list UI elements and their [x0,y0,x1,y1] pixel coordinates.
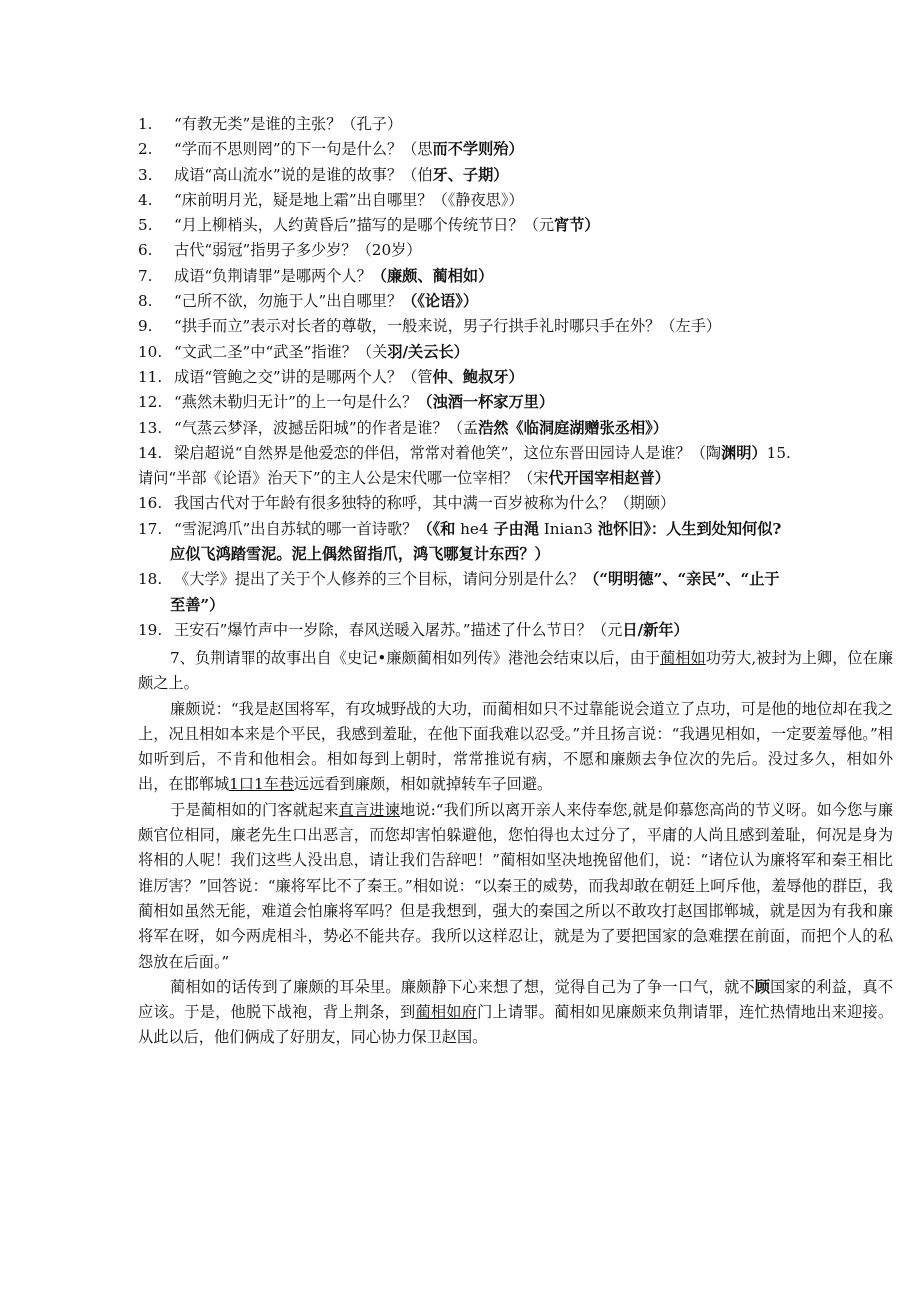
qa-question: “燕然未勒归无计”的上一句是什么？ [174,393,418,412]
qa-item [138,466,898,491]
qa-question: “床前明月光，疑是地上霜”出自哪里？（《静夜思》） [174,190,524,209]
qa-number: 2. [138,140,153,159]
qa-answer: 池怀旧》：人生到处知何似? [597,519,782,538]
qa-question: “己所不欲，勿施于人”出自哪里？ [174,292,403,311]
qa-answer: 代开国宰相赵普） [548,469,670,488]
qa-text [174,618,898,643]
qa-text [174,264,898,289]
qa-text [174,314,898,339]
qa-answer: 渊明） [721,443,767,462]
story-underline: 蔺相如 [660,649,706,667]
story-text: 远远看到廉颇，相如就掉转车子回避。 [294,775,553,794]
qa-question: “气蒸云梦泽，波撼岳阳城”的作者是谁？（孟 [174,418,479,437]
qa-item [138,365,898,390]
qa-item [138,567,898,592]
pinyin: he4 [460,519,489,538]
qa-answer: 羽/关云长） [387,342,469,361]
story-text: 于是蔺相如的门客就起来 [170,800,339,819]
qa-item [138,289,898,314]
story-text: 门上请罪。蔺相如见廉颇来负荆请罪，连忙热情地出来迎接。从此以后，他们俩成了好朋友，同心协力保卫赵国。 [138,1003,894,1047]
qa-answer: （《论语》） [402,292,479,311]
qa-text [174,163,898,188]
qa-answer: 应似飞鸿踏雪泥。泥上偶然留指爪，鸿飞哪复计东西？） [170,545,550,564]
qa-number: 17. [138,519,163,538]
qa-question: 我国古代对于年龄有很多独特的称呼，其中满一百岁被称为什么？（期颐） [174,494,676,513]
qa-text [174,112,898,137]
story-text: 国家的利益，真不应该。于是，他脱下战袍，背上荆条，到 [138,977,894,1022]
qa-text [174,137,898,162]
story-bold: 顾 [754,977,771,996]
qa-question: 成语“高山流水”说的是谁的故事？（伯 [174,165,433,184]
story-section [138,646,893,1051]
qa-item [138,213,898,238]
qa-number: 1. [138,115,153,133]
qa-item [138,188,898,213]
qa-question: “学而不思则罔”的下一句是什么？（思 [174,140,433,159]
story-paragraph-1 [138,646,893,697]
qa-text [174,340,898,365]
qa-answer: 宵节） [554,216,600,235]
story-text: 7、负荆请罪的故事出自《史记•廉颇蔺相如列传》港池会结束以后，由于 [170,649,661,667]
story-paragraph-2 [138,697,893,798]
qa-number: 4. [138,190,153,209]
qa-number: 9. [138,317,153,336]
qa-item [138,314,898,339]
qa-question: “月上柳梢头，人约黄昏后”描写的是哪个传统节日？（元 [174,216,555,235]
qa-text [174,441,898,466]
qa-answer: （《和 [417,519,456,538]
qa-question: 古代“弱冠”指男子多少岁？（20岁） [174,241,422,260]
qa-text [174,188,898,213]
qa-answer: （“明明德”、“亲民”、“止于 [584,570,780,589]
qa-number: 12. [138,393,163,412]
qa-number: 19. [138,620,163,639]
story-underline: 直言进谏 [338,800,400,819]
qa-question: 梁启超说“自然界是他爱恋的伴侣，常常对着他笑”，这位东晋田园诗人是谁？（陶 [174,443,722,462]
qa-answer: 而不学则殆） [432,140,524,159]
qa-item [138,618,898,643]
qa-item [138,441,898,466]
qa-question: 请问“半部《论语》治天下”的主人公是宋代哪一位宰相？（宋 [138,469,549,488]
qa-question: “有教无类”是谁的主张？（孔子） [174,115,403,133]
qa-number: 6. [138,241,153,260]
story-text: 地说:“我们所以离开亲人来侍奉您,就是仰慕您高尚的节义呀。如今您与廉颇官位相同，廉老先生口出恶言，而您却害怕躲避他，您怕得也太过分了，平庸的人尚且感到羞耻，何况是身为将相的人呢！我们这些人没出息，请让我们告辞吧！”蔺相如坚决地挽留他们，说：“诸位认为廉将军和秦王相比谁厉害？”回答说：“廉将军比不了秦王。”相如说：“以秦王的威势，而我却敢在朝廷上呵斥他，羞辱他的群臣，我蔺相如虽然无能，难道会怕廉将军吗？但是我想到，强大的秦国之所以不敢攻打赵国邯郸城，就是因为有我和廉将军在呀，如今两虎相斗，势必不能共存。我所以这样忍让，就是为了要把国家的急难摆在前面，而把个人的私怨放在后面。” [138,800,894,971]
qa-number: 5. [138,216,153,235]
qa-answer: 仲、鲍叔牙） [432,367,524,386]
qa-text [174,416,898,441]
qa-item [138,112,898,137]
qa-number: 15. [766,443,791,462]
qa-text [174,213,898,238]
story-text: 功劳大,被封为上卿，位在廉颇之上。 [138,649,894,693]
qa-question: 成语“管鲍之交”讲的是哪两个人？（管 [174,367,433,386]
qa-question: 成语“负荆请罪”是哪两个人？ [174,266,372,285]
story-underline: 1口1车巷 [229,775,295,794]
story-text: 蔺相如的话传到了廉颇的耳朵里。廉颇静下心来想了想，觉得自己为了争一口气，就不 [170,977,755,996]
qa-item [138,390,898,415]
qa-list [138,112,898,643]
qa-question: “文武二圣”中“武圣”指谁？（关 [174,342,388,361]
qa-item [138,491,898,516]
qa-number: 11. [138,367,163,386]
qa-item [138,517,898,542]
qa-number: 8. [138,292,153,311]
qa-number: 18. [138,570,163,589]
pinyin: Inian3 [543,519,593,538]
qa-item [138,238,898,263]
qa-number: 3. [138,165,153,184]
qa-item [138,340,898,365]
qa-question: 王安石”爆竹声中一岁除，春风送暖入屠苏。”描述了什么节日？（元 [174,620,623,639]
qa-item [138,416,898,441]
qa-answer: 至善”） [170,595,225,614]
qa-text [174,365,898,390]
qa-text [174,289,898,314]
qa-text [174,517,898,542]
story-text: 廉颇说：“我是赵国将军，有攻城野战的大功，而蔺相如只不过靠能说会道立了点功，可是他的地位却在我之上，况且相如本来是个平民，我感到羞耻，在他下面我难以忍受。”并且扬言说：“我遇见相如，一定要羞辱他。”相如听到后，不肯和他相会。相如每到上朝时，常常推说有病，不愿和廉颇去争位次的先后。没过多久，相如外出，在邯郸城 [138,699,893,794]
qa-item [138,137,898,162]
story-paragraph-4 [138,975,893,1051]
qa-number: 7. [138,266,153,285]
qa-answer: 子由渑 [493,519,539,538]
story-paragraph-3 [138,798,893,975]
qa-answer: 牙、子期） [432,165,509,184]
qa-number: 14. [138,443,163,462]
qa-question: “拱手而立”表示对长者的尊敬，一般来说，男子行拱手礼时哪只手在外？（左手） [174,317,722,336]
qa-number: 10. [138,342,163,361]
qa-answer: （浊酒一杯家万里） [417,393,555,412]
qa-item [138,264,898,289]
qa-question: 《大学》提出了关于个人修养的三个目标，请问分别是什么？ [174,570,585,589]
qa-text [174,238,898,263]
qa-answer: 日/新年） [622,620,689,639]
qa-item [138,163,898,188]
qa-answer: 浩然《临洞庭湖赠张丞相》） [478,418,668,437]
qa-text [174,567,898,592]
qa-answer: （廉颇、蔺相如） [371,266,494,285]
story-underline: 蔺相如府 [415,1003,478,1022]
qa-text [174,390,898,415]
qa-question: “雪泥鸿爪”出自苏轼的哪一首诗歌？ [174,519,418,538]
qa-number: 16. [138,494,163,513]
qa-number: 13. [138,418,163,437]
